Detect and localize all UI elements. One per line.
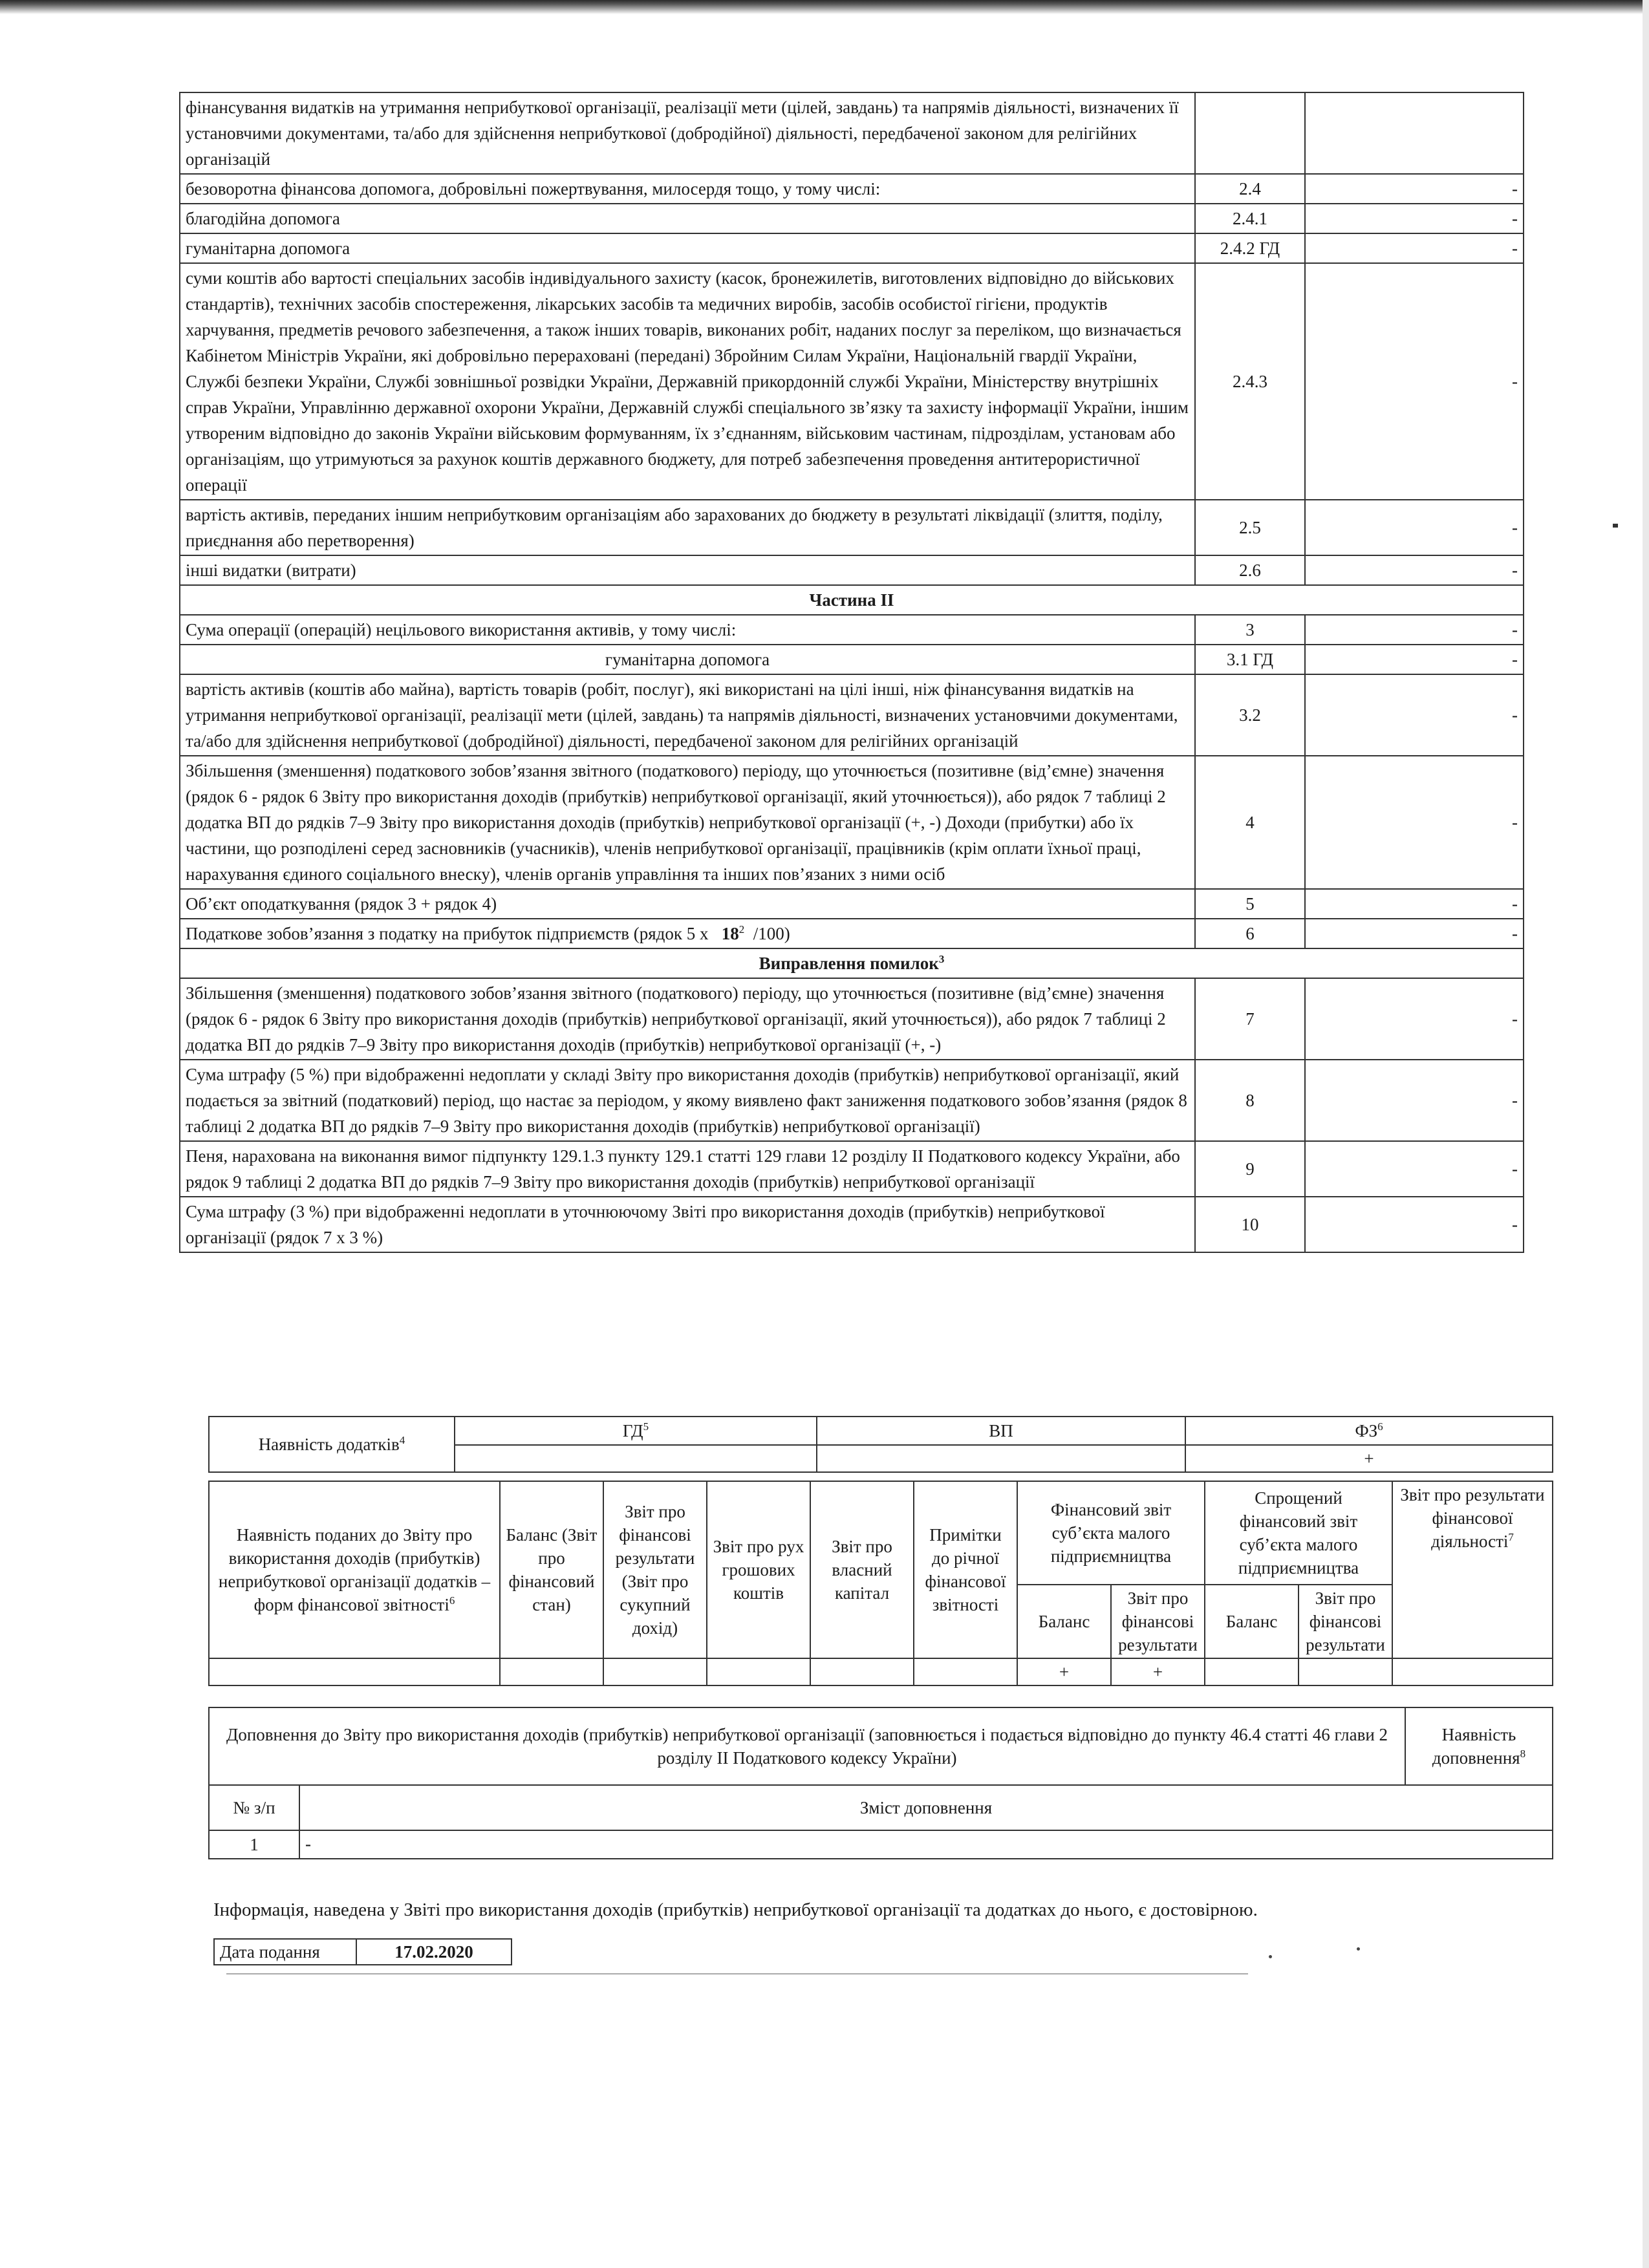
row-label: Сума штрафу (5 %) при відображенні недоплати у складі Звіту про використання доходів (прибутків) неприбуткової організації, який подається за звітний (податковий) період, що настає за періодом, у якому виявлено факт заниження податкового зобов’язання (рядок 8 таблиці 2 додатка ВП до рядків 7–9 Звіту про використання доходів (прибутків) неприбуткової організації) [180,1060,1195,1141]
fin-cashflow: Звіт про рух грошових коштів [707,1481,810,1658]
row-label: Пеня, нарахована на виконання вимог підпункту 129.1.3 пункту 129.1 статті 129 глави 12 розділу ІІ Податкового кодексу України, або рядок 9 таблиці 2 додатка ВП до рядків 7–9 Звіту про використання доходів (прибутків) неприбуткової організації [180,1141,1195,1197]
row-code: 3.2 [1195,674,1305,756]
row-value: - [1305,889,1524,919]
row-label: безоворотна фінансова допомога, добровільні пожертвування, милосердя тощо, у тому числі: [180,174,1195,204]
supplement-presence [1405,1707,1553,1785]
table-row [209,1830,1553,1859]
scan-speck [1357,1947,1360,1951]
row-code: 7 [1195,978,1305,1060]
fin-simple-balance: Баланс [1205,1585,1299,1658]
supplement-num-header: № з/п [209,1785,299,1830]
table-row [180,500,1524,555]
row-code: 2.4.3 [1195,263,1305,500]
report-table [179,92,1524,1253]
table-row [209,1417,1553,1445]
row-value: - [1305,756,1524,889]
financial-statements-table [208,1481,1553,1686]
table-row [180,889,1524,919]
table-row [180,174,1524,204]
table-row [209,1658,1553,1685]
table-row [180,92,1524,174]
attachment-vp: ВП [817,1417,1185,1445]
supplement-table [208,1707,1553,1859]
row-label: суми коштів або вартості спеціальних засобів індивідуального захисту (касок, бронежилетів, виготовлених відповідно до військових стандартів), технічних засобів спостереження, лікарських засобів та медичних виробів, засобів особистої гігієни, продуктів харчування, предметів речового забезпечення, а також інших товарів, виконаних робіт, наданих послуг за переліком, що визначається Кабінетом Міністрів України, які добровільно перераховані (передані) Збройним Силам України, Національній гвардії України, Службі безпеки України, Службі зовнішньої розвідки України, Державній прикордонній службі України, Міністерству внутрішніх справ України, Управлінню державної охорони України, Державній службі спеціального зв’язку та захисту інформації України, іншим утвореним відповідно до законів України військовим формуванням, їх з’єднанням, військовим частинам, підрозділам, установам або організаціям, що утримуються за рахунок коштів державного бюджету, для потреб забезпечення проведення антитерористичної операції [180,263,1195,500]
section-header [180,585,1524,615]
row-value: - [1305,204,1524,233]
attachment-fz-text: ФЗ [1355,1421,1378,1440]
fin-value [1299,1658,1392,1685]
corrections-title-text: Виправлення помилок [759,954,939,973]
row-value: - [1305,555,1524,585]
row-code [1195,92,1305,174]
row-label: Збільшення (зменшення) податкового зобов’язання звітного (податкового) періоду, що уточнюється (позитивне (від’ємне) значення (рядок 6 - рядок 6 Звіту про використання доходів (прибутків) неприбуткової організації, який уточнюється)), або рядок 7 таблиці 2 додатка ВП до рядків 7–9 Звіту про використання доходів (прибутків) неприбуткової організації (+, -) [180,978,1195,1060]
table-row [180,204,1524,233]
row-value: - [1305,1197,1524,1252]
fin-value [1205,1658,1299,1685]
fin-small-title: Фінансовий звіт суб’єкта малого підприємництва [1017,1481,1205,1585]
row-value: - [1305,174,1524,204]
row-label: Об’єкт оподаткування (рядок 3 + рядок 4) [180,889,1195,919]
table-row [180,1060,1524,1141]
section-header [180,948,1524,978]
table-row [180,233,1524,263]
row-label-text: /100) [753,924,790,943]
supplement-presence-text: Наявність доповнення [1432,1725,1520,1768]
fin-value [810,1658,914,1685]
date-label: Дата подання [214,1939,356,1965]
table-row [180,555,1524,585]
row-label: фінансування видатків на утримання неприбуткової організації, реалізації мети (цілей, завдань) та напрямів діяльності, визначених її установчими документами, та/або для здійснення неприбуткової (добродійної) діяльності, передбаченої законом для релігійних організацій [180,92,1195,174]
row-label-text: Податкове зобов’язання з податку на прибуток підприємств (рядок 5 х [186,924,709,943]
attachments-label [209,1417,455,1472]
table-row [180,263,1524,500]
footnote-mark: 6 [1377,1420,1383,1433]
fin-equity: Звіт про власний капітал [810,1481,914,1658]
fin-row-label [209,1481,500,1658]
row-code: 3.1 ГД [1195,645,1305,674]
fin-balance: Баланс (Звіт про фінансовий стан) [500,1481,603,1658]
row-code: 2.4.1 [1195,204,1305,233]
footnote-mark: 3 [938,953,945,965]
fin-value [707,1658,810,1685]
fin-row-label-text: Наявність поданих до Звіту про використання доходів (прибутків) неприбуткової організації додатків – форм фінансової звітності [218,1525,491,1614]
row-label: Сума операції (операцій) нецільового використання активів, у тому числі: [180,615,1195,645]
fin-notes: Примітки до річної фінансової звітності [914,1481,1017,1658]
row-label: вартість активів (коштів або майна), вартість товарів (робіт, послуг), які використані на цілі інші, ніж фінансування видатків на утримання неприбуткової організації, реалізації мети (цілей, завдань) та напрямів діяльності, визначених установчими документами, та/або для здійснення неприбуткової (добродійної) діяльності, передбаченої законом для релігійних організацій [180,674,1195,756]
table-row [209,1481,1553,1585]
certification-text: Інформація, наведена у Звіті про використання доходів (прибутків) неприбуткової організації та додатках до нього, є достовірною. [213,1899,1258,1920]
fin-activity [1392,1481,1553,1658]
fin-value [1392,1658,1553,1685]
row-label: благодійна допомога [180,204,1195,233]
date-value: 17.02.2020 [356,1939,512,1965]
scan-artifact [226,1973,1248,1980]
fin-value-spacer [209,1658,500,1685]
row-label: гуманітарна допомога [180,233,1195,263]
table-row [180,978,1524,1060]
fin-simple-title: Спрощений фінансовий звіт суб’єкта малого підприємництва [1205,1481,1392,1585]
row-label: Збільшення (зменшення) податкового зобов’язання звітного (податкового) періоду, що уточнюється (позитивне (від’ємне) значення (рядок 6 - рядок 6 Звіту про використання доходів (прибутків) неприбуткової організації, який уточнюється)), або рядок 7 таблиці 2 додатка ВП до рядків 7–9 Звіту про використання доходів (прибутків) неприбуткової організації (+, -) Доходи (прибутки) або їх частини, що розподілені серед засновників (учасників), членів неприбуткової організації, працівників (крім оплати їхньої праці, нарахування єдиного соціального внеску), членів органів управління та інших пов’язаних з ними осіб [180,756,1195,889]
fin-simple-results: Звіт про фінансові результати [1299,1585,1392,1658]
supplement-row-content: - [299,1830,1553,1859]
row-code: 3 [1195,615,1305,645]
row-code: 6 [1195,919,1305,948]
row-label: інші видатки (витрати) [180,555,1195,585]
attachment-gd-text: ГД [622,1421,643,1440]
row-value: - [1305,1060,1524,1141]
table-row [214,1939,512,1965]
row-label: вартість активів, переданих іншим неприбутковим організаціям або зарахованих до бюджету в результаті ліквідації (злиття, поділу, приєднання або перетворення) [180,500,1195,555]
part2-title: Частина ІІ [180,585,1524,615]
attachment-fz-value: + [1185,1445,1553,1472]
scan-edge [1643,0,1649,2268]
footnote-mark: 6 [449,1594,455,1607]
row-code: 2.5 [1195,500,1305,555]
scan-edge [0,0,1649,14]
row-code: 2.4.2 ГД [1195,233,1305,263]
row-value: - [1305,233,1524,263]
fin-value: + [1017,1658,1111,1685]
row-code: 9 [1195,1141,1305,1197]
scan-speck [1269,1955,1272,1958]
attachments-table [208,1416,1553,1473]
fin-activity-text: Звіт про результати фінансової діяльності [1400,1485,1545,1551]
fin-value: + [1111,1658,1205,1685]
submission-date [213,1938,512,1965]
fin-results: Звіт про фінансові результати (Звіт про сукупний дохід) [603,1481,707,1658]
row-label: Сума штрафу (3 %) при відображенні недоплати в уточнюючому Звіті про використання доходів (прибутків) неприбуткової організації (рядок 7 х 3 %) [180,1197,1195,1252]
row-label [180,919,1195,948]
corrections-title [180,948,1524,978]
row-code: 10 [1195,1197,1305,1252]
fin-value [500,1658,603,1685]
row-value: - [1305,500,1524,555]
row-value [1305,92,1524,174]
attachment-gd-value [455,1445,817,1472]
scan-speck [1613,524,1618,528]
attachment-gd [455,1417,817,1445]
row-value: - [1305,1141,1524,1197]
row-code: 2.4 [1195,174,1305,204]
supplement-content-header: Зміст доповнення [299,1785,1553,1830]
attachment-vp-value [817,1445,1185,1472]
supplement-row-num: 1 [209,1830,299,1859]
table-row [180,674,1524,756]
row-label: гуманітарна допомога [180,645,1195,674]
attachment-fz [1185,1417,1553,1445]
footnote-mark: 7 [1508,1531,1514,1543]
supplement-title: Доповнення до Звіту про використання доходів (прибутків) неприбуткової організації (заповнюється і подається відповідно до пункту 46.4 статті 46 глави 2 розділу ІІ Податкового кодексу України) [209,1707,1405,1785]
row-value: - [1305,674,1524,756]
row-code: 2.6 [1195,555,1305,585]
table-row [180,1197,1524,1252]
row-value: - [1305,263,1524,500]
table-row [180,919,1524,948]
row-code: 8 [1195,1060,1305,1141]
row-value: - [1305,645,1524,674]
table-row [209,1707,1553,1785]
footnote-mark: 4 [399,1434,405,1446]
row-value: - [1305,919,1524,948]
tax-rate: 18 [721,924,739,943]
row-code: 5 [1195,889,1305,919]
footnote-mark: 2 [738,923,745,936]
table-row [209,1785,1553,1830]
fin-value [603,1658,707,1685]
attachments-label-text: Наявність додатків [258,1435,400,1454]
row-code: 4 [1195,756,1305,889]
table-row [180,615,1524,645]
footnote-mark: 8 [1520,1748,1526,1760]
fin-value [914,1658,1017,1685]
table-row [180,645,1524,674]
footnote-mark: 5 [643,1420,649,1433]
row-value: - [1305,978,1524,1060]
row-value: - [1305,615,1524,645]
table-row [180,1141,1524,1197]
fin-small-results: Звіт про фінансові результати [1111,1585,1205,1658]
fin-small-balance: Баланс [1017,1585,1111,1658]
table-row [180,756,1524,889]
